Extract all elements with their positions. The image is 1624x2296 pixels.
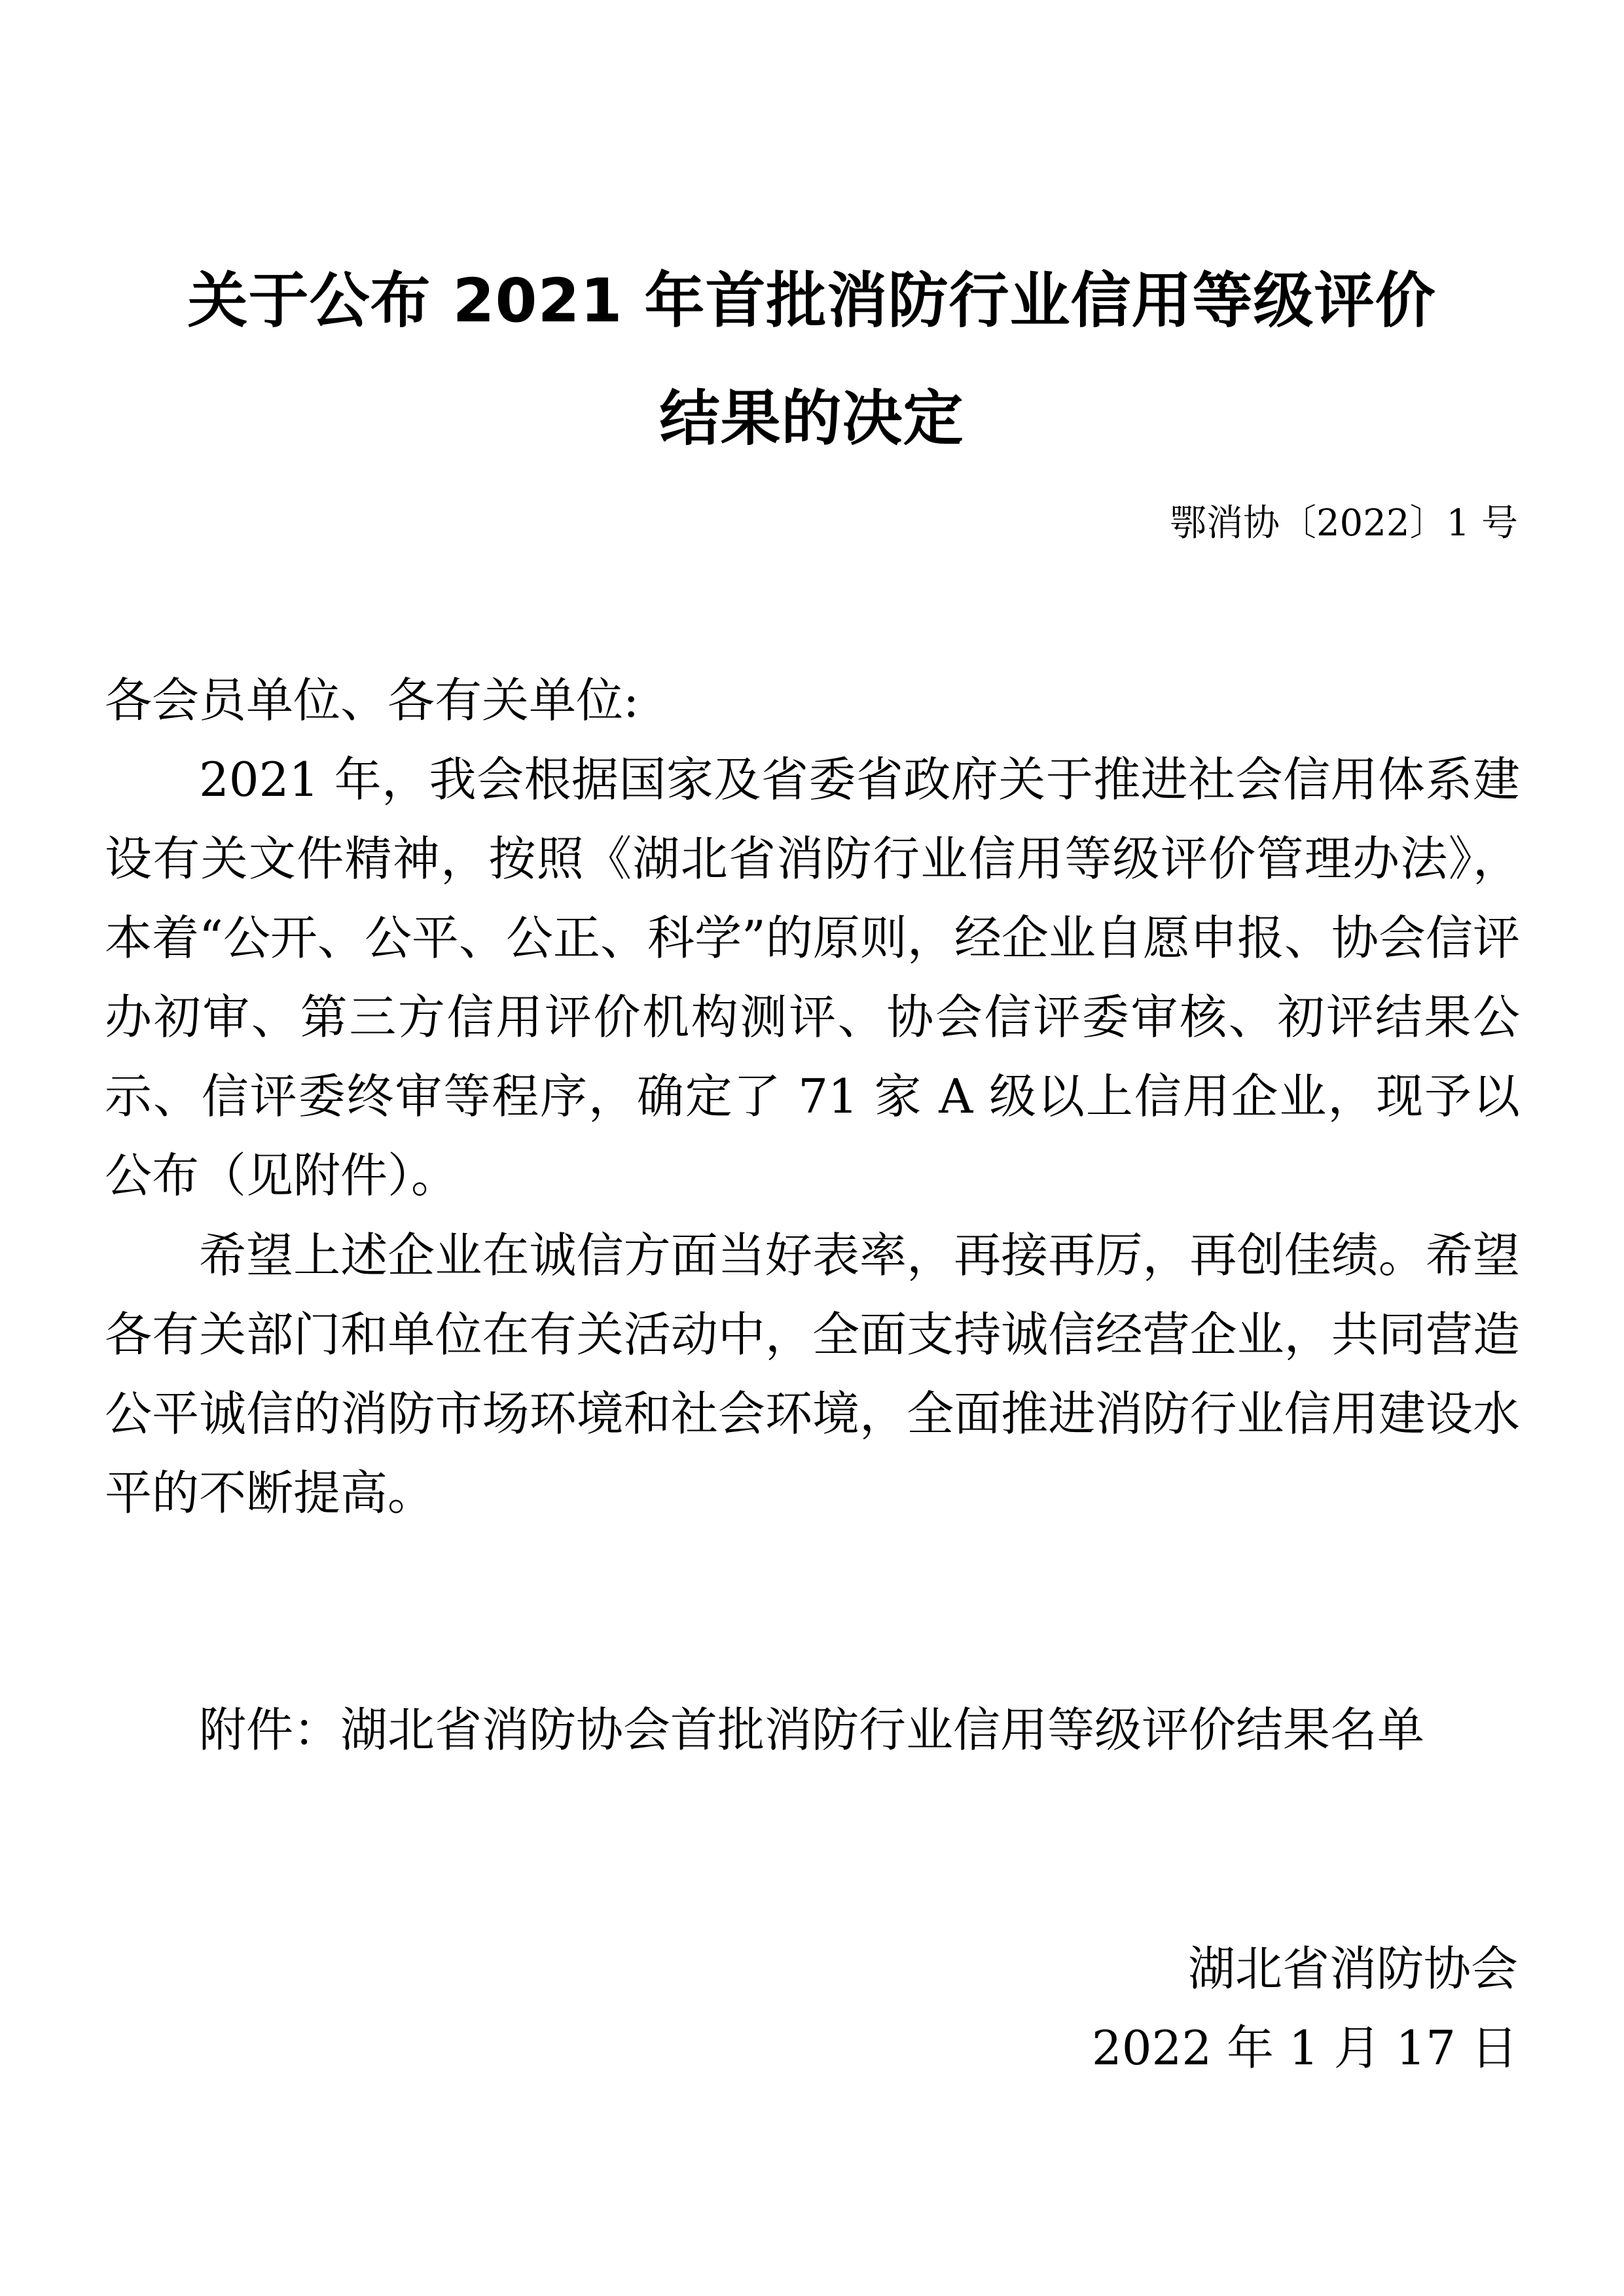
signature-organization: 湖北省消防协会 <box>1187 1941 1518 1996</box>
signature-date: 2022 年 1 月 17 日 <box>1091 2020 1518 2075</box>
document-title-line-2: 结果的决定 <box>659 384 964 454</box>
document-title-line-1: 关于公布 2021 年首批消防行业信用等级评价 <box>187 266 1436 336</box>
body-paragraph-2: 希望上述企业在诚信方面当好表率，再接再厉，再创佳绩。希望各有关部门和单位在有关活动中，全面支持诚信经营企业，共同营造公平诚信的消防市场环境和社会环境，全面推进消防行业信用建设水平的不断提高。 <box>105 1228 1520 1520</box>
attachment-note: 附件：湖北省消防协会首批消防行业信用等级评价结果名单 <box>199 1702 1425 1757</box>
document-number: 鄂消协〔2022〕1 号 <box>1170 502 1518 545</box>
salutation: 各会员单位、各有关单位: <box>105 673 640 728</box>
body-paragraph-1: 2021 年，我会根据国家及省委省政府关于推进社会信用体系建设有关文件精神，按照《湖北省消防行业信用等级评价管理办法》，本着“公开、公平、公正、科学”的原则，经企业自愿申报、协会信评办初审、第三方信用评价机构测评、协会信评委审核、初评结果公示、信评委终审等程序，确定了 71 家 A 级以上信用企业，现予以公布（见附件）。 <box>105 752 1520 1203</box>
